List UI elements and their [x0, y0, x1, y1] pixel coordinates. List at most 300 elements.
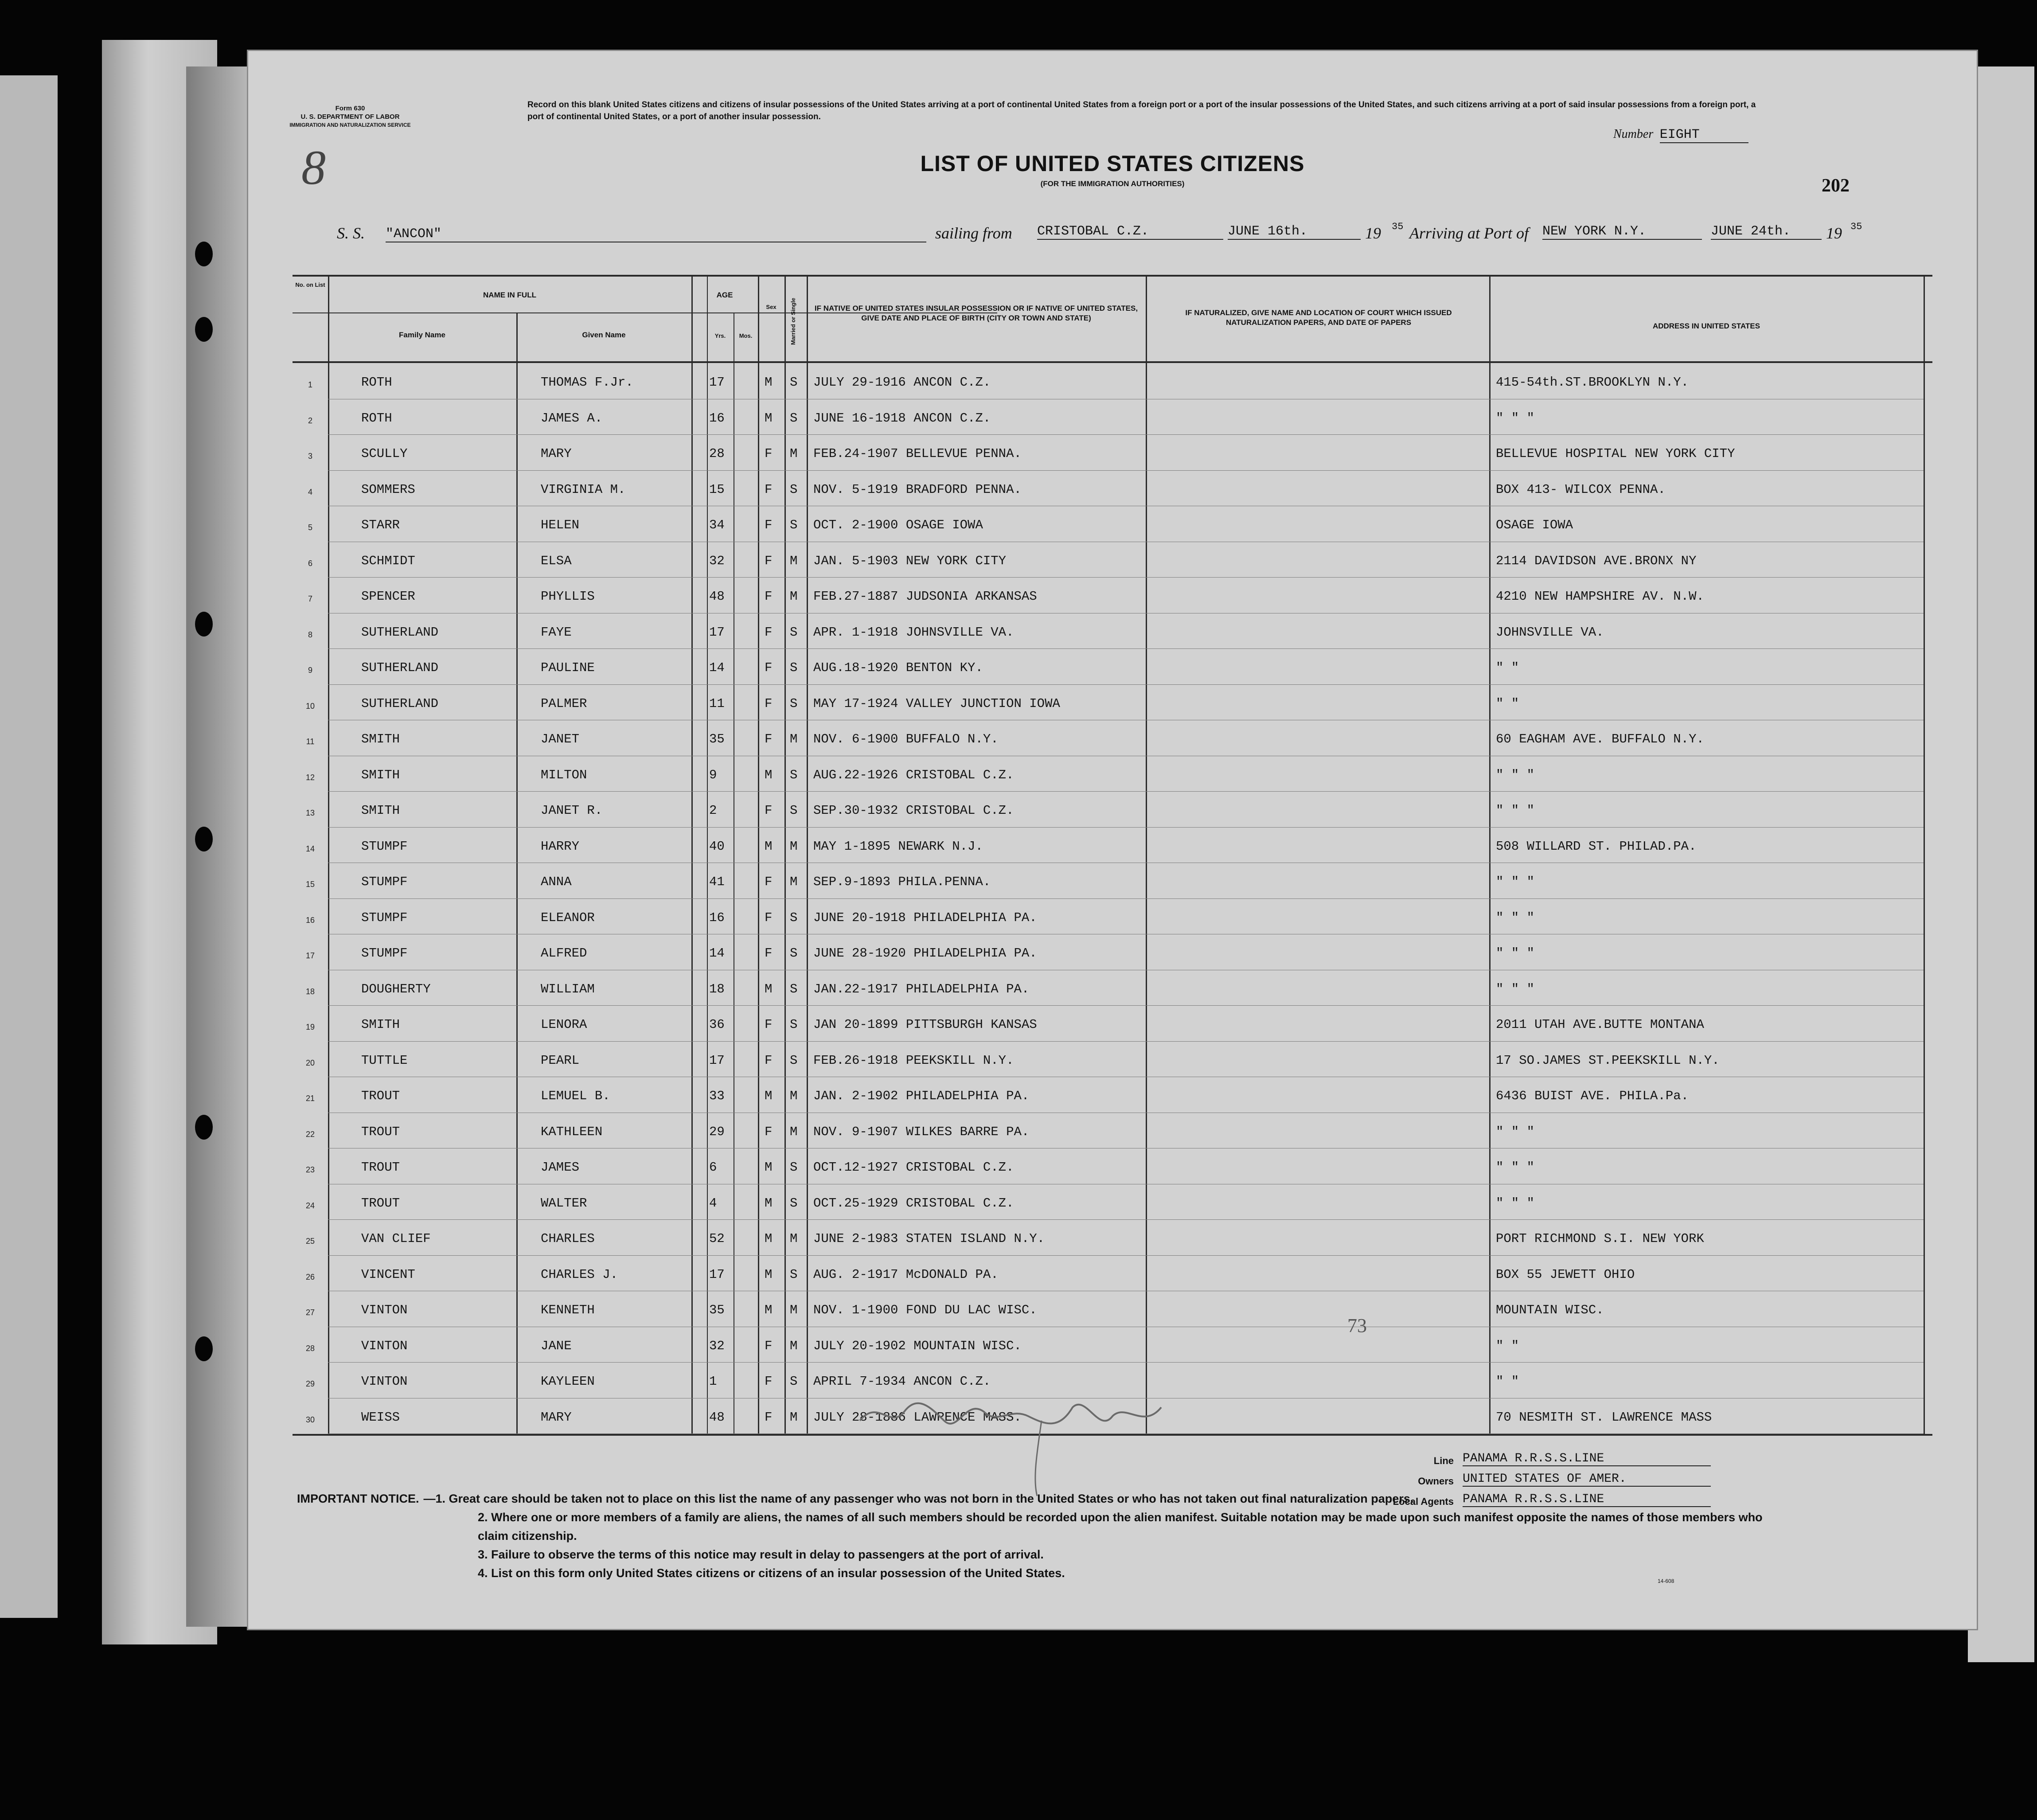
marital-status: S: [790, 660, 798, 675]
address: " " ": [1496, 981, 1535, 996]
row-number: 8: [308, 630, 312, 639]
sex: M: [765, 410, 773, 426]
age-years: 34: [709, 518, 725, 532]
marital-status: M: [790, 1231, 798, 1246]
family-name: STUMPF: [361, 946, 408, 961]
birth-info: APRIL 7-1934 ANCON C.Z.: [813, 1374, 991, 1389]
stamp-number: 73: [1347, 1315, 1367, 1336]
marital-status: M: [790, 1338, 798, 1353]
row-number: 13: [305, 808, 315, 817]
row-number: 18: [305, 987, 315, 996]
list-number-field: [1613, 127, 1748, 143]
row-number: 22: [305, 1129, 315, 1139]
family-name: STUMPF: [361, 839, 408, 854]
age-years: 36: [709, 1017, 725, 1032]
given-name: KAYLEEN: [541, 1374, 595, 1389]
marital-status: M: [790, 446, 798, 461]
header-married-single: Married or Single: [790, 297, 796, 345]
marital-status: S: [790, 1053, 798, 1068]
header-name-in-full: NAME IN FULL: [483, 291, 536, 299]
header-address: ADDRESS IN UNITED STATES: [1652, 322, 1760, 330]
age-years: 17: [709, 1053, 725, 1068]
row-number: 24: [305, 1201, 315, 1210]
print-code: 14-608: [1658, 1578, 1674, 1584]
given-name: ELSA: [541, 553, 572, 568]
row-number: 25: [305, 1237, 315, 1246]
family-name: SUTHERLAND: [361, 660, 439, 675]
row-number: 27: [305, 1308, 315, 1317]
birth-info: JAN 20-1899 PITTSBURGH KANSAS: [813, 1017, 1037, 1032]
family-name: VINCENT: [361, 1267, 415, 1282]
given-name: KATHLEEN: [541, 1124, 603, 1139]
address: BELLEVUE HOSPITAL NEW YORK CITY: [1496, 446, 1735, 461]
important-notice: [297, 1489, 1777, 1582]
given-name: JANE: [541, 1338, 572, 1353]
punch-hole: [195, 242, 213, 266]
birth-info: MAY 1-1895 NEWARK N.J.: [813, 839, 983, 854]
marital-status: S: [790, 518, 798, 532]
address: " ": [1496, 660, 1519, 675]
birth-info: NOV. 1-1900 FOND DU LAC WISC.: [813, 1303, 1037, 1317]
address: 2114 DAVIDSON AVE.BRONX NY: [1496, 553, 1697, 568]
age-years: 1: [709, 1374, 717, 1389]
sex: F: [765, 946, 773, 961]
row-number: 14: [305, 844, 315, 853]
age-years: 35: [709, 732, 725, 746]
header-mos: Mos.: [739, 332, 753, 339]
family-name: TUTTLE: [361, 1053, 408, 1068]
table-row: [248, 435, 1977, 471]
birth-info: APR. 1-1918 JOHNSVILLE VA.: [813, 625, 1014, 640]
given-name: FAYE: [541, 625, 572, 640]
sex: F: [765, 482, 773, 497]
line-value: PANAMA R.R.S.S.LINE: [1463, 1452, 1711, 1466]
birth-info: OCT. 2-1900 OSAGE IOWA: [813, 518, 983, 532]
sex: M: [765, 981, 773, 996]
age-years: 35: [709, 1303, 725, 1317]
header-given-name: Given Name: [582, 331, 626, 339]
table-row: [248, 863, 1977, 899]
given-name: ALFRED: [541, 946, 587, 961]
address: 4210 NEW HAMPSHIRE AV. N.W.: [1496, 589, 1704, 604]
address: PORT RICHMOND S.I. NEW YORK: [1496, 1231, 1704, 1246]
arrival-port: NEW YORK N.Y.: [1542, 224, 1702, 240]
sailing-label: sailing from: [935, 224, 1012, 242]
family-name: VAN CLIEF: [361, 1231, 431, 1246]
owners-label: Owners: [1418, 1476, 1454, 1487]
header-naturalized: IF NATURALIZED, GIVE NAME AND LOCATION OF COURT WHICH ISSUED NATURALIZATION PAPERS, AND DATE OF PAPERS: [1185, 309, 1452, 327]
family-name: SMITH: [361, 732, 400, 746]
header-family-name: Family Name: [399, 331, 445, 339]
sex: M: [765, 839, 773, 854]
sex: F: [765, 660, 773, 675]
birth-info: JUNE 16-1918 ANCON C.Z.: [813, 410, 991, 426]
birth-info: JULY 29-1916 ANCON C.Z.: [813, 375, 991, 390]
handwritten-eight: 8: [301, 141, 326, 195]
birth-info: JAN.22-1917 PHILADELPHIA PA.: [813, 981, 1030, 996]
age-years: 18: [709, 981, 725, 996]
header-no-on-list: No. on List: [295, 281, 325, 288]
ss-label: S. S.: [337, 224, 365, 242]
family-name: SOMMERS: [361, 482, 415, 497]
birth-info: JULY 20-1902 MOUNTAIN WISC.: [813, 1338, 1022, 1353]
sex: F: [765, 875, 773, 889]
address: 2011 UTAH AVE.BUTTE MONTANA: [1496, 1017, 1704, 1032]
birth-info: OCT.25-1929 CRISTOBAL C.Z.: [813, 1195, 1014, 1211]
marital-status: S: [790, 946, 798, 961]
family-name: STUMPF: [361, 875, 408, 889]
table-row: [248, 792, 1977, 828]
given-name: VIRGINIA M.: [541, 482, 626, 497]
family-name: VINTON: [361, 1338, 408, 1353]
family-name: SCHMIDT: [361, 553, 415, 568]
address: 415-54th.ST.BROOKLYN N.Y.: [1496, 375, 1689, 390]
sail-date: JUNE 16th.: [1228, 224, 1361, 240]
row-number: 9: [308, 666, 312, 675]
family-name: TROUT: [361, 1160, 400, 1175]
row-number: 5: [308, 523, 312, 532]
marital-status: S: [790, 625, 798, 640]
age-years: 40: [709, 839, 725, 854]
given-name: HARRY: [541, 839, 580, 854]
age-years: 48: [709, 589, 725, 604]
row-number: 11: [306, 737, 315, 746]
table-row: [248, 1220, 1977, 1256]
family-name: VINTON: [361, 1374, 408, 1389]
given-name: HELEN: [541, 518, 580, 532]
row-number: 1: [308, 380, 312, 389]
age-years: 11: [709, 696, 725, 711]
given-name: PEARL: [541, 1053, 580, 1068]
table-row: [248, 578, 1977, 613]
age-years: 32: [709, 553, 725, 568]
address: 6436 BUIST AVE. PHILA.Pa.: [1496, 1089, 1689, 1103]
age-years: 17: [709, 375, 725, 390]
notice-item-2: 2. Where one or more members of a family are aliens, the names of all such members should be recorded upon the alien manifest. Suitable notation may be made upon such manifest opposite the names of those members who claim citizenship.: [478, 1511, 1763, 1543]
marital-status: S: [790, 1267, 798, 1282]
family-name: DOUGHERTY: [361, 981, 431, 996]
marital-status: S: [790, 696, 798, 711]
form-number: Form 630: [335, 105, 365, 112]
punch-hole: [195, 827, 213, 851]
family-name: SUTHERLAND: [361, 625, 439, 640]
given-name: WILLIAM: [541, 981, 595, 996]
given-name: LEMUEL B.: [541, 1089, 610, 1103]
given-name: MILTON: [541, 767, 587, 782]
age-years: 4: [709, 1195, 717, 1211]
marital-status: S: [790, 910, 798, 925]
binder-edge-inner: [186, 66, 253, 1627]
given-name: JAMES: [541, 1160, 580, 1175]
table-row: [248, 828, 1977, 863]
header-yrs: Yrs.: [714, 332, 726, 339]
table-row: [248, 399, 1977, 435]
address: " " ": [1496, 1160, 1535, 1175]
sex: M: [765, 1267, 773, 1282]
form-identifier: [288, 104, 412, 129]
marital-status: S: [790, 981, 798, 996]
age-years: 32: [709, 1338, 725, 1353]
table-row: [248, 1327, 1977, 1363]
punch-hole: [195, 1115, 213, 1140]
given-name: MARY: [541, 446, 572, 461]
sex: F: [765, 518, 773, 532]
marital-status: S: [790, 1195, 798, 1211]
table-row: [248, 471, 1977, 507]
marital-status: S: [790, 803, 798, 818]
notice-item-3: 3. Failure to observe the terms of this notice may result in delay to passengers at the port of arrival.: [478, 1548, 1044, 1561]
given-name: CHARLES J.: [541, 1267, 618, 1282]
birth-info: SEP.9-1893 PHILA.PENNA.: [813, 875, 991, 889]
agents-value: PANAMA R.R.S.S.LINE: [1463, 1492, 1711, 1507]
birth-info: OCT.12-1927 CRISTOBAL C.Z.: [813, 1160, 1014, 1175]
address: OSAGE IOWA: [1496, 518, 1573, 532]
table-row: [248, 899, 1977, 935]
arrival-year-prefix: 19: [1826, 224, 1842, 242]
list-number-label: Number: [1613, 127, 1654, 141]
table-row: [248, 1256, 1977, 1292]
sex: M: [765, 375, 773, 390]
marital-status: M: [790, 1124, 798, 1139]
birth-info: JAN. 2-1902 PHILADELPHIA PA.: [813, 1089, 1030, 1103]
age-years: 17: [709, 625, 725, 640]
row-number: 3: [308, 452, 312, 461]
address: BOX 413- WILCOX PENNA.: [1496, 482, 1666, 497]
underlying-page-right: [1968, 66, 2034, 1662]
voyage-line: [337, 221, 1866, 250]
row-number: 17: [305, 951, 315, 960]
birth-info: JUNE 28-1920 PHILADELPHIA PA.: [813, 946, 1037, 961]
family-name: VINTON: [361, 1303, 408, 1317]
record-instruction: Record on this blank United States citizens and citizens of insular possessions of the United States arriving at a port of continental United States from a foreign port or a port of the insular possessions of the United States, and such citizens arriving at a port of said insular possessions from a foreign port, a port of continental United States, or a port of another insular possession.: [527, 100, 1756, 121]
birth-info: NOV. 5-1919 BRADFORD PENNA.: [813, 482, 1022, 497]
table-row: [248, 756, 1977, 792]
sex: M: [765, 1231, 773, 1246]
sex: F: [765, 910, 773, 925]
sex: F: [765, 732, 773, 746]
marital-status: M: [790, 1410, 798, 1425]
given-name: PALMER: [541, 696, 587, 711]
age-years: 48: [709, 1410, 725, 1425]
age-years: 29: [709, 1124, 725, 1139]
marital-status: S: [790, 410, 798, 426]
marital-status: S: [790, 1017, 798, 1032]
sex: F: [765, 1338, 773, 1353]
age-years: 33: [709, 1089, 725, 1103]
birth-info: JUNE 20-1918 PHILADELPHIA PA.: [813, 910, 1037, 925]
sex: M: [765, 1303, 773, 1317]
birth-info: AUG.18-1920 BENTON KY.: [813, 660, 983, 675]
birth-info: FEB.26-1918 PEEKSKILL N.Y.: [813, 1053, 1014, 1068]
sex: F: [765, 1374, 773, 1389]
row-number: 12: [305, 773, 315, 782]
age-years: 16: [709, 910, 725, 925]
row-number: 28: [305, 1344, 315, 1353]
address: MOUNTAIN WISC.: [1496, 1303, 1604, 1317]
owners-value: UNITED STATES OF AMER.: [1463, 1472, 1711, 1487]
sail-year-prefix: 19: [1365, 224, 1381, 242]
age-years: 16: [709, 410, 725, 426]
birth-info: AUG. 2-1917 McDONALD PA.: [813, 1267, 999, 1282]
table-row: [248, 720, 1977, 756]
row-number: 6: [308, 558, 312, 568]
sex: F: [765, 625, 773, 640]
arrival-date: JUNE 24th.: [1711, 224, 1822, 240]
table-row: [248, 934, 1977, 970]
marital-status: S: [790, 482, 798, 497]
table-row: [248, 613, 1977, 649]
birth-info: JULY 28-1886 LAWRENCE MASS.: [813, 1410, 1022, 1425]
address: " ": [1496, 1374, 1519, 1389]
row-number: 21: [305, 1094, 315, 1103]
marital-status: S: [790, 1374, 798, 1389]
address: " " ": [1496, 767, 1535, 782]
notice-heading: IMPORTANT NOTICE.: [297, 1492, 419, 1505]
row-number: 15: [305, 880, 315, 889]
sex: F: [765, 1410, 773, 1425]
address: 70 NESMITH ST. LAWRENCE MASS: [1496, 1410, 1712, 1425]
sex: F: [765, 1017, 773, 1032]
row-number: 16: [305, 915, 315, 925]
marital-status: M: [790, 1303, 798, 1317]
age-years: 17: [709, 1267, 725, 1282]
sex: F: [765, 589, 773, 604]
marital-status: M: [790, 1089, 798, 1103]
given-name: THOMAS F.Jr.: [541, 375, 633, 390]
birth-info: JUNE 2-1983 STATEN ISLAND N.Y.: [813, 1231, 1045, 1246]
birth-info: JAN. 5-1903 NEW YORK CITY: [813, 553, 1007, 568]
page-subtitle: (FOR THE IMMIGRATION AUTHORITIES): [1040, 180, 1185, 188]
address: BOX 55 JEWETT OHIO: [1496, 1267, 1635, 1282]
table-row: [248, 1113, 1977, 1149]
family-name: STUMPF: [361, 910, 408, 925]
birth-info: AUG.22-1926 CRISTOBAL C.Z.: [813, 767, 1014, 782]
birth-info: MAY 17-1924 VALLEY JUNCTION IOWA: [813, 696, 1060, 711]
given-name: JAMES A.: [541, 410, 603, 426]
manifest-page: [248, 51, 1977, 1629]
family-name: SMITH: [361, 767, 400, 782]
sex: F: [765, 1124, 773, 1139]
row-number: 29: [305, 1379, 315, 1388]
sex: F: [765, 803, 773, 818]
age-years: 14: [709, 946, 725, 961]
underlying-page-left: [0, 75, 58, 1618]
table-row: [248, 1291, 1977, 1327]
age-years: 14: [709, 660, 725, 675]
address: 60 EAGHAM AVE. BUFFALO N.Y.: [1496, 732, 1704, 746]
given-name: ANNA: [541, 875, 572, 889]
table-row: [248, 685, 1977, 721]
row-number: 30: [305, 1415, 315, 1424]
family-name: ROTH: [361, 375, 392, 390]
address: " " ": [1496, 875, 1535, 889]
age-years: 9: [709, 767, 717, 782]
from-port: CRISTOBAL C.Z.: [1037, 224, 1223, 240]
header-age: AGE: [716, 291, 733, 299]
row-number: 7: [308, 594, 312, 603]
table-row: [248, 506, 1977, 542]
row-number: 2: [308, 416, 312, 425]
table-row: [248, 1184, 1977, 1220]
page-number: 202: [1822, 176, 1850, 196]
given-name: JANET R.: [541, 803, 603, 818]
family-name: WEISS: [361, 1410, 400, 1425]
table-row: [248, 970, 1977, 1006]
address: JOHNSVILLE VA.: [1496, 625, 1604, 640]
punch-hole: [195, 1336, 213, 1361]
age-years: 15: [709, 482, 725, 497]
address: " " ": [1496, 410, 1535, 426]
address: " " ": [1496, 1195, 1535, 1211]
table-top-border: [293, 275, 1932, 277]
age-years: 6: [709, 1160, 717, 1175]
row-number: 10: [305, 701, 315, 711]
given-name: JANET: [541, 732, 580, 746]
marital-status: M: [790, 732, 798, 746]
page-title: LIST OF UNITED STATES CITIZENS: [920, 151, 1305, 176]
row-number: 26: [305, 1272, 315, 1281]
ship-name: "ANCON": [386, 227, 926, 242]
given-name: WALTER: [541, 1195, 587, 1211]
family-name: TROUT: [361, 1195, 400, 1211]
marital-status: S: [790, 767, 798, 782]
header-birth: IF NATIVE OF UNITED STATES INSULAR POSSESSION OR IF NATIVE OF UNITED STATES, GIVE DATE AND PLACE OF BIRTH (CITY OR TOWN AND STATE): [814, 304, 1138, 322]
age-years: 28: [709, 446, 725, 461]
header-sex: Sex: [766, 304, 777, 310]
family-name: STARR: [361, 518, 400, 532]
sex: F: [765, 1053, 773, 1068]
notice-item-4: 4. List on this form only United States citizens or citizens of an insular possession of the United States.: [478, 1566, 1065, 1580]
table-row: [248, 1148, 1977, 1184]
given-name: KENNETH: [541, 1303, 595, 1317]
sail-year: 35: [1392, 221, 1404, 232]
table-row: [248, 542, 1977, 578]
marital-status: M: [790, 589, 798, 604]
agents-label: Local Agents: [1393, 1496, 1454, 1507]
punch-hole: [195, 317, 213, 342]
arrival-year: 35: [1850, 221, 1862, 232]
sex: M: [765, 1195, 773, 1211]
punch-hole: [195, 612, 213, 637]
address: " " ": [1496, 910, 1535, 925]
family-name: TROUT: [361, 1124, 400, 1139]
marital-status: M: [790, 553, 798, 568]
sex: M: [765, 767, 773, 782]
address: " ": [1496, 696, 1519, 711]
form-department: U. S. DEPARTMENT OF LABOR: [300, 113, 400, 121]
marital-status: S: [790, 375, 798, 390]
table-row: [248, 1042, 1977, 1078]
arriving-label: Arriving at Port of: [1409, 224, 1529, 242]
form-service: IMMIGRATION AND NATURALIZATION SERVICE: [289, 122, 411, 128]
age-years: 41: [709, 875, 725, 889]
birth-info: FEB.27-1887 JUDSONIA ARKANSAS: [813, 589, 1037, 604]
sex: F: [765, 446, 773, 461]
marital-status: M: [790, 839, 798, 854]
given-name: LENORA: [541, 1017, 587, 1032]
family-name: SMITH: [361, 803, 400, 818]
address: " " ": [1496, 946, 1535, 961]
family-name: TROUT: [361, 1089, 400, 1103]
family-name: SUTHERLAND: [361, 696, 439, 711]
given-name: PAULINE: [541, 660, 595, 675]
line-label: Line: [1433, 1455, 1454, 1466]
age-years: 52: [709, 1231, 725, 1246]
table-row: [248, 363, 1977, 399]
header-bottom-border: [293, 361, 1932, 363]
family-name: ROTH: [361, 410, 392, 426]
address: 17 SO.JAMES ST.PEEKSKILL N.Y.: [1496, 1053, 1720, 1068]
